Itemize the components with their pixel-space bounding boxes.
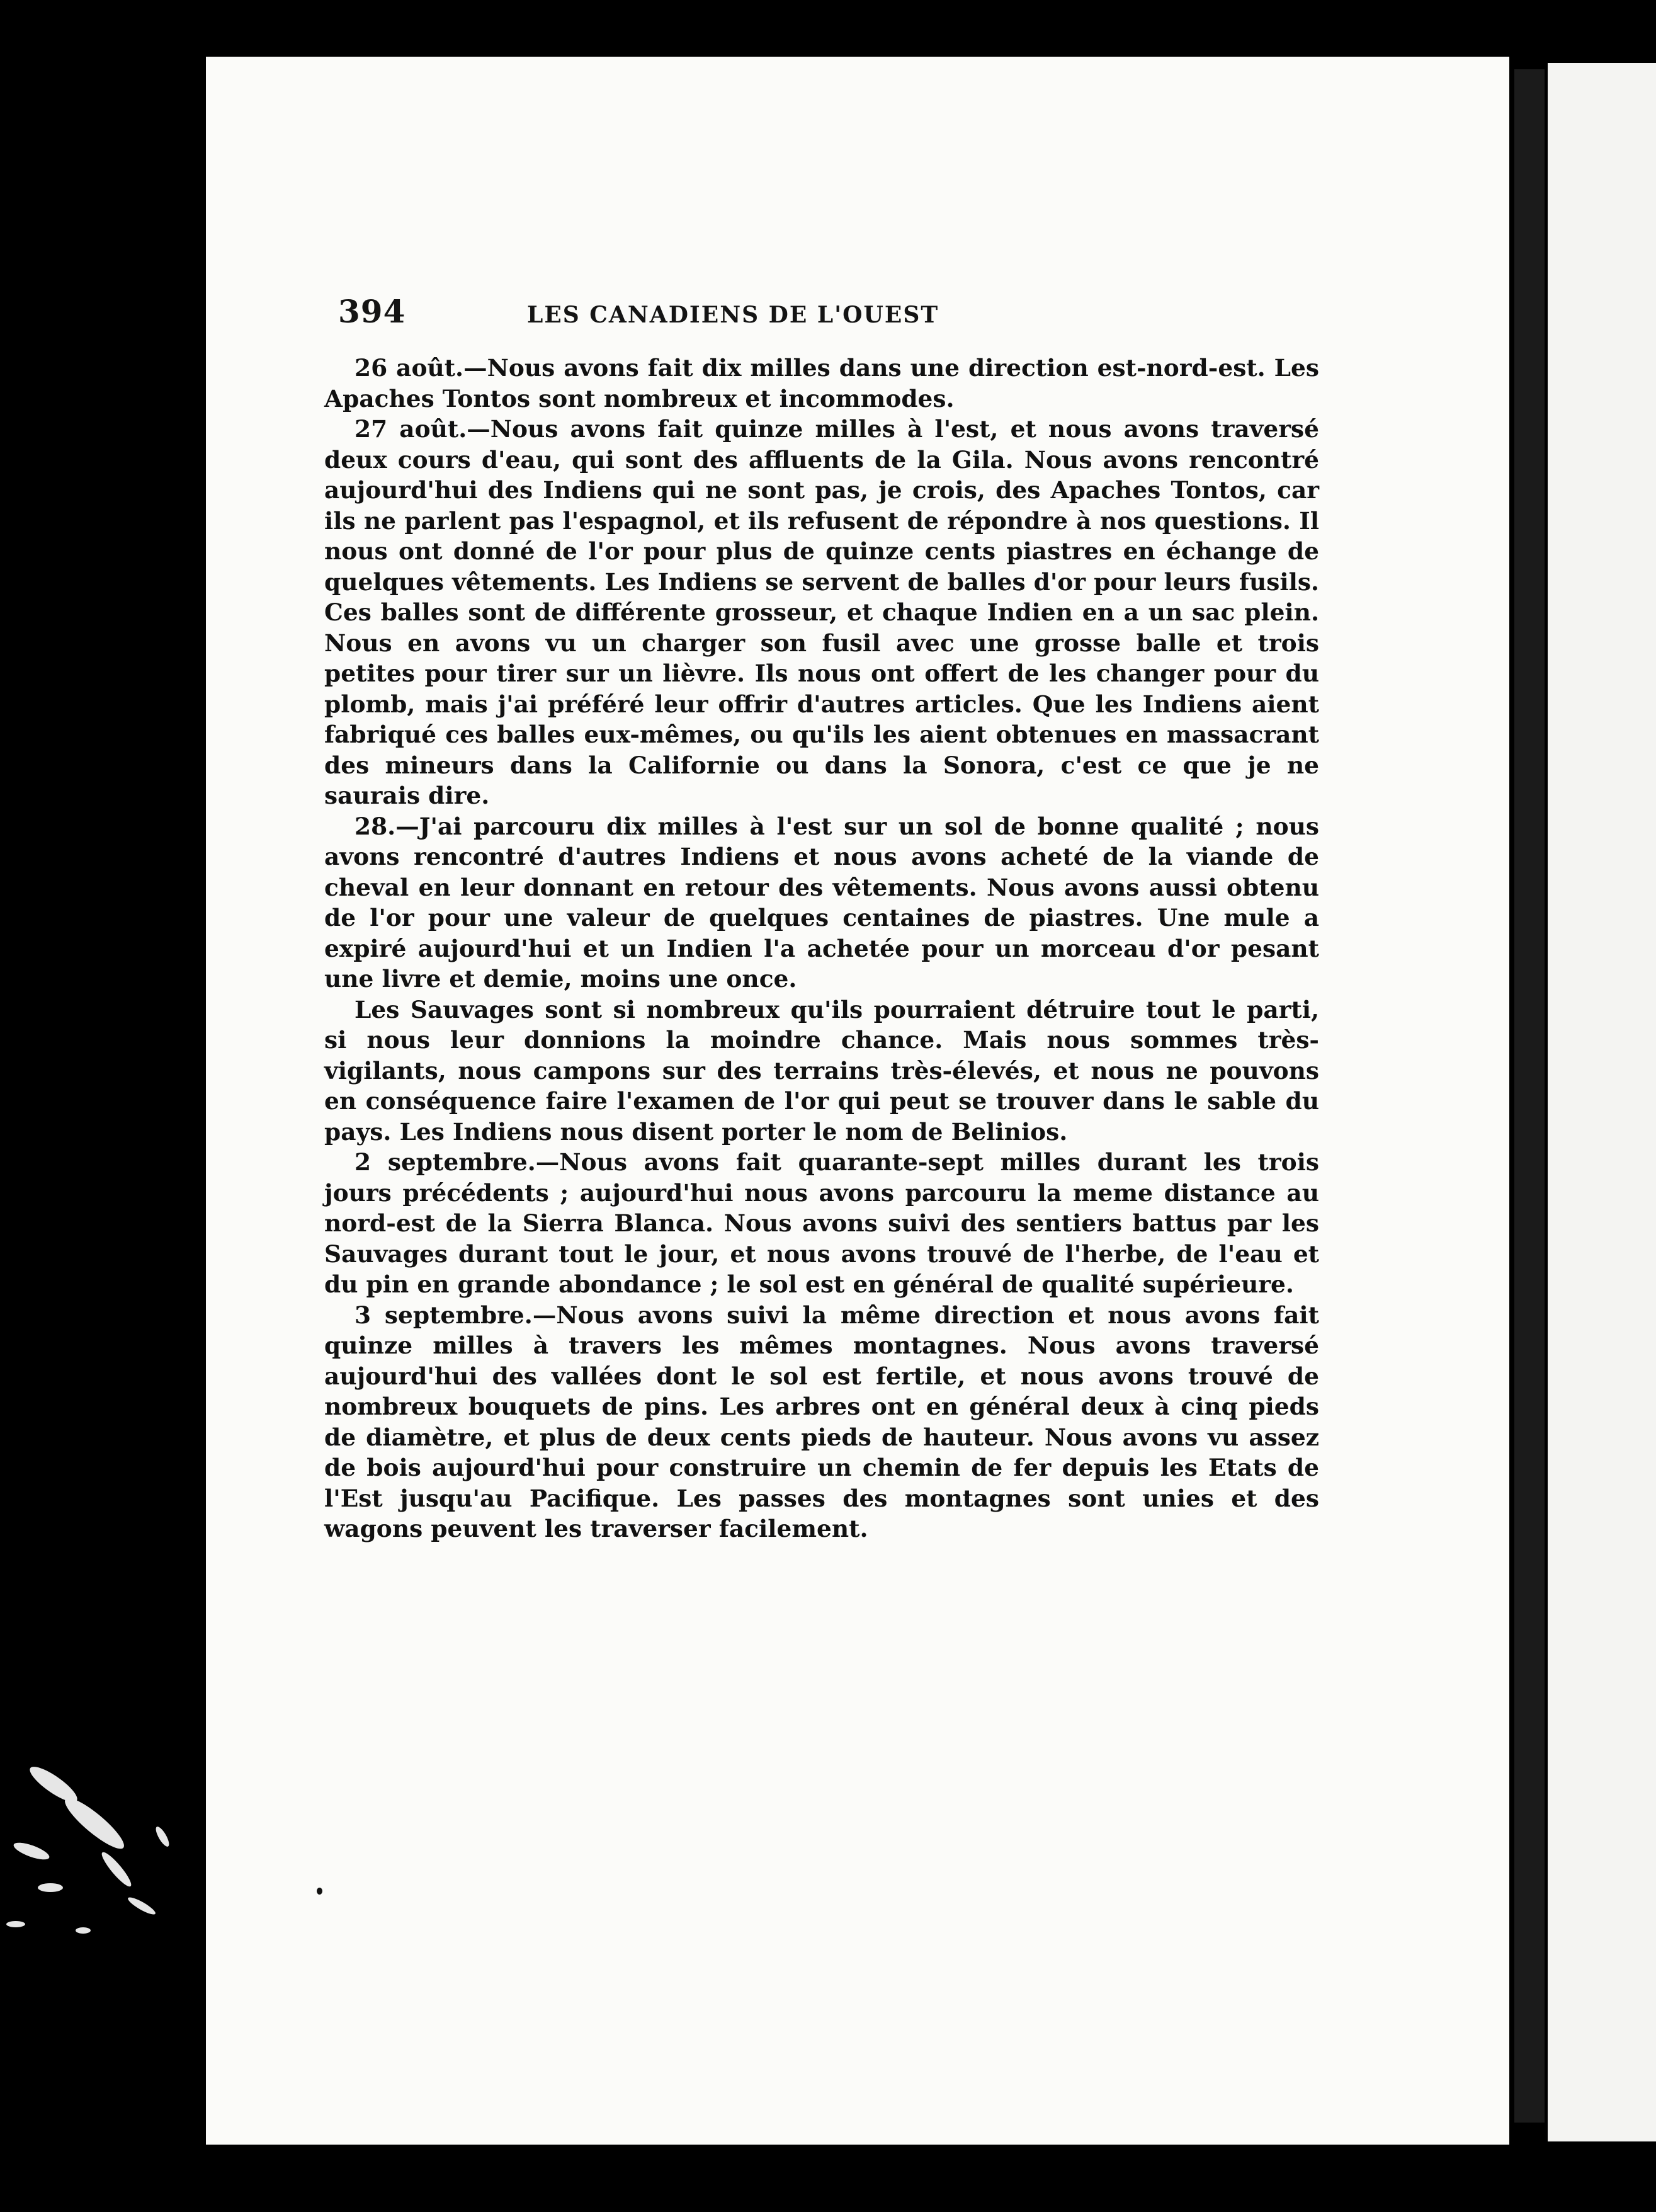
body-text <box>324 353 1319 1544</box>
page-header <box>338 293 1324 337</box>
ink-dot <box>317 1888 322 1895</box>
gutter-shadow <box>1514 69 1545 2123</box>
paragraph-aug-27: 27 août.—Nous avons fait quinze milles à l'est, et nous avons traversé deux cours d'eau, qui sont des affluents de la Gila. Nous avons rencontré aujourd'hui des Indiens qui ne sont pas, je crois, des Apaches Tontos, car ils ne parlent pas l'espagnol, et ils refusent de répondre à nos questions. Il nous ont donné de l'or pour plus de quinze cents piastres en échange de quelques vêtements. Les Indiens se servent de balles d'or pour leurs fusils. Ces balles sont de différente grosseur, et chaque Indien en a un sac plein. Nous en avons vu un charger son fusil avec une grosse balle et trois petites pour tirer sur un lièvre. Ils nous ont offert de les changer pour du plomb, mais j'ai préféré leur offrir d'autres articles. Que les Indiens aient fabriqué ces balles eux-mêmes, ou qu'ils les aient obtenues en massacrant des mineurs dans la Californie ou dans la Sonora, c'est ce que je ne saurais dire. <box>324 415 1319 809</box>
paragraph-aug-28: 28.—J'ai parcouru dix milles à l'est sur un sol de bonne qualité ; nous avons rencontré d'autres Indiens et nous avons acheté de la viande de cheval en leur donnant en retour des vêtements. Nous avons aussi obtenu de l'or pour une valeur de quelques centaines de piastres. Une mule a expiré aujourd'hui et un Indien l'a achetée pour un morceau d'or pesant une livre et demie, moins une once. <box>324 812 1319 993</box>
scan-speckle <box>0 1738 201 1978</box>
page-number: 394 <box>338 293 406 330</box>
running-title: LES CANADIENS DE L'OUEST <box>527 302 939 328</box>
paragraph-sep-3: 3 septembre.—Nous avons suivi la même direction et nous avons fait quinze milles à travers les mêmes montagnes. Nous avons traversé aujourd'hui des vallées dont le sol est fertile, et nous avons trouvé de nombreux bouquets de pins. Les arbres ont en général deux à cinq pieds de diamètre, et plus de deux cents pieds de hauteur. Nous avons vu assez de bois aujourd'hui pour construire un chemin de fer depuis les Etats de l'Est jusqu'au Pacifique. Les passes des montagnes sont unies et des wagons peuvent les traverser facilement. <box>324 1301 1319 1542</box>
facing-page-edge <box>1548 63 1656 2141</box>
paragraph-sauvages: Les Sauvages sont si nombreux qu'ils pourraient détruire tout le parti, si nous leur donnions la moindre chance. Mais nous sommes très-vigilants, nous campons sur des terrains très-élevés, et nous ne pouvons en conséquence faire l'examen de l'or qui peut se trouver dans le sable du pays. Les Indiens nous disent porter le nom de Belinios. <box>324 995 1319 1146</box>
paragraph-sep-2: 2 septembre.—Nous avons fait quarante-sept milles durant les trois jours précédents ; aujourd'hui nous avons parcouru la meme distance au nord-est de la Sierra Blanca. Nous avons suivi des sentiers battus par les Sauvages durant tout le jour, et nous avons trouvé de l'herbe, de l'eau et du pin en grande abondance ; le sol est en général de qualité supérieure. <box>324 1148 1319 1298</box>
paragraph-aug-26: 26 août.—Nous avons fait dix milles dans une direction est-nord-est. Les Apaches Tontos sont nombreux et incommodes. <box>324 354 1319 413</box>
